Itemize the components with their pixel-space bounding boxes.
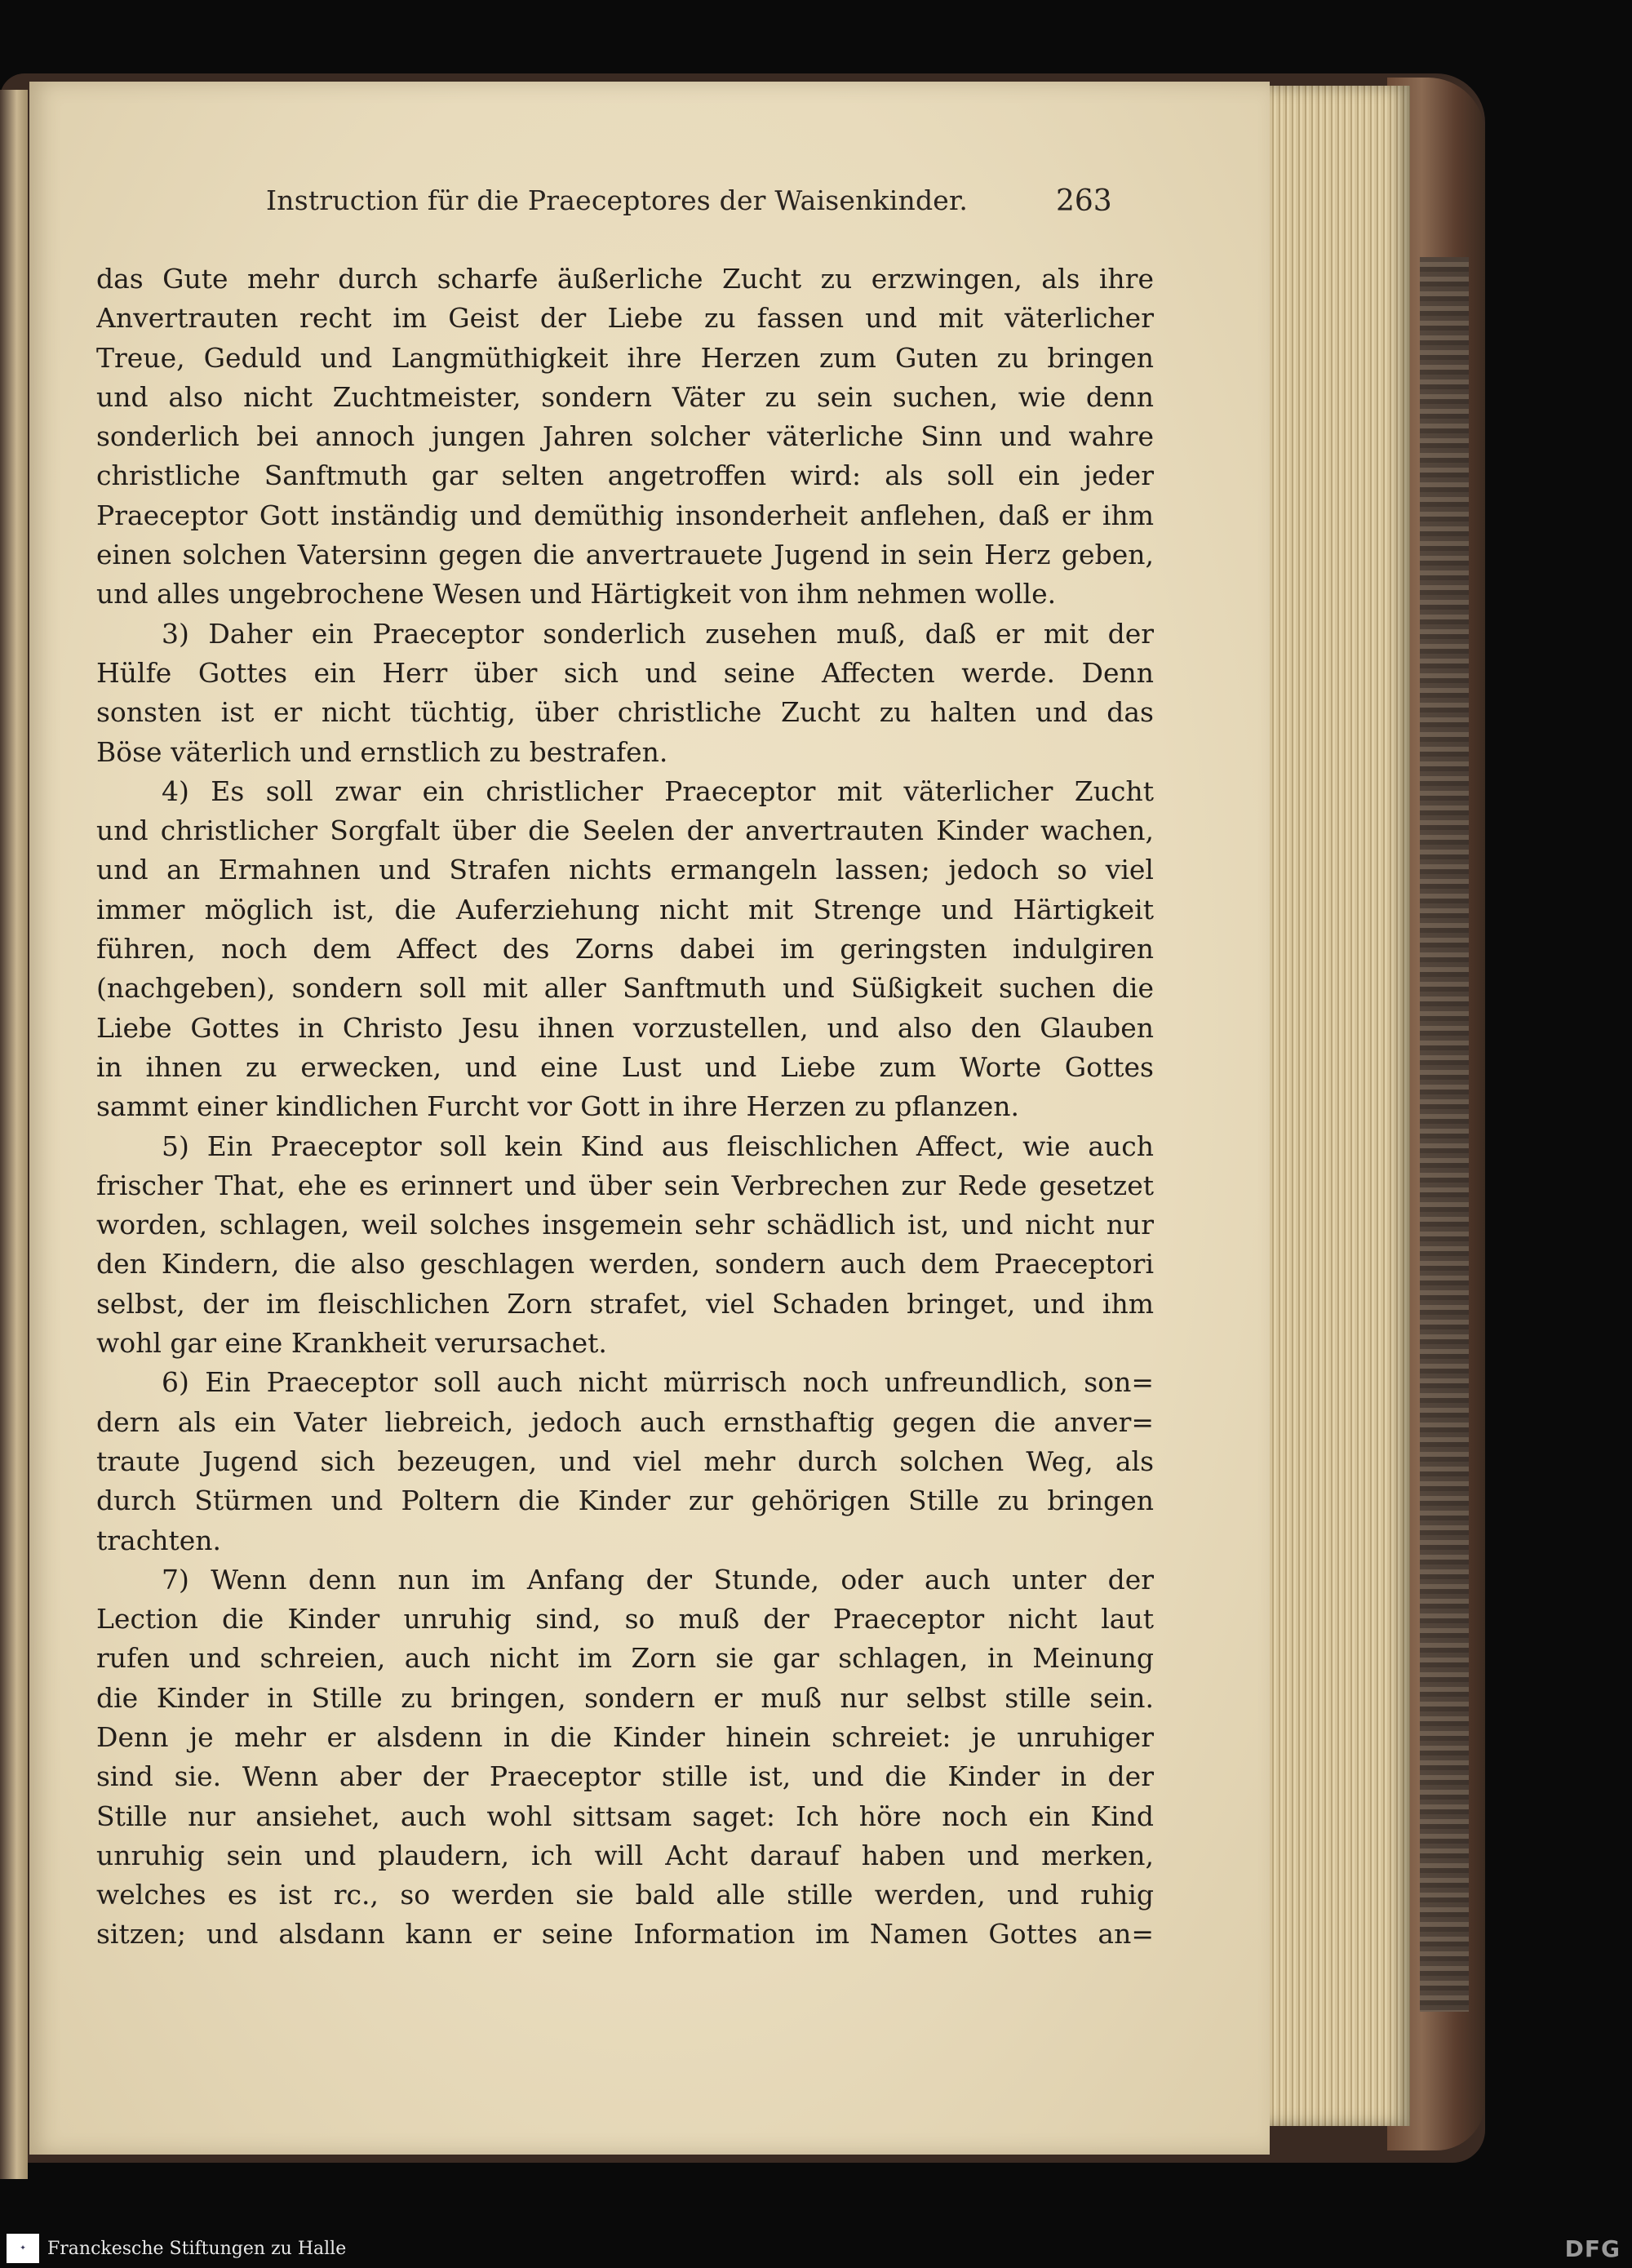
text-line: worden, schlagen, weil solches insgemein sehr schädlich ist, und nicht nur — [96, 1209, 1154, 1241]
text-line: und an Ermahnen und Strafen nichts ermangeln lassen; jedoch so viel — [96, 854, 1154, 886]
gutter-edge — [0, 90, 28, 2179]
text-line: 5) Ein Praeceptor soll kein Kind aus fleischlichen Affect, wie auch — [162, 1130, 1154, 1162]
text-line: Denn je mehr er alsdenn in die Kinder hinein schreiet: je unruhiger — [96, 1720, 1154, 1753]
text-line: immer möglich ist, die Auferziehung nicht mit Strenge und Härtigkeit — [96, 893, 1154, 925]
text-line: Hülfe Gottes ein Herr über sich und seine Affecten werde. Denn — [96, 656, 1154, 689]
text-line: sind sie. Wenn aber der Praeceptor stille ist, und die Kinder in der — [96, 1760, 1154, 1793]
text-line: Treue, Geduld und Langmüthigkeit ihre Herzen zum Guten zu bringen — [96, 341, 1154, 374]
text-line: welches es ist rc., so werden sie bald alle stille werden, und ruhig — [96, 1879, 1154, 1911]
page-body-text — [96, 260, 1154, 1955]
book-page — [29, 82, 1270, 2155]
text-line: frischer That, ehe es erinnert und über sein Verbrechen zur Rede gesetzet — [96, 1169, 1154, 1201]
text-line: und christlicher Sorgfalt über die Seelen der anvertrauten Kinder wachen, — [96, 814, 1154, 847]
viewer-footer — [0, 2229, 1632, 2268]
text-line: Anvertrauten recht im Geist der Liebe zu fassen und mit väterlicher — [96, 302, 1154, 335]
text-line: die Kinder in Stille zu bringen, sondern er muß nur selbst stille sein. — [96, 1681, 1154, 1714]
text-line: traute Jugend sich bezeugen, und viel mehr durch solchen Weg, als — [96, 1445, 1154, 1477]
text-line: einen solchen Vatersinn gegen die anvertrauete Jugend in sein Herz geben, — [96, 539, 1154, 571]
text-line: das Gute mehr durch scharfe äußerliche Zucht zu erzwingen, als ihre — [96, 263, 1154, 295]
text-line: dern als ein Vater liebreich, jedoch auch ernsthaftig gegen die anver= — [96, 1405, 1154, 1438]
page-header — [29, 184, 1270, 242]
text-line: trachten. — [96, 1524, 221, 1556]
text-line: christliche Sanftmuth gar selten angetroffen wird: als soll ein jeder — [96, 459, 1154, 492]
text-line: sonderlich bei annoch jungen Jahren solcher väterliche Sinn und wahre — [96, 420, 1154, 453]
text-line: selbst, der im fleischlichen Zorn strafet, viel Schaden bringet, und ihm — [96, 1287, 1154, 1320]
running-title: Instruction für die Praeceptores der Waisenkinder. — [266, 184, 969, 216]
text-line: und alles ungebrochene Wesen und Härtigkeit von ihm nehmen wolle. — [96, 578, 1057, 610]
text-line: rufen und schreien, auch nicht im Zorn sie gar schlagen, in Meinung — [96, 1642, 1154, 1675]
text-line: den Kindern, die also geschlagen werden, sondern auch dem Praeceptori — [96, 1248, 1154, 1280]
text-line: in ihnen zu erwecken, und eine Lust und Liebe zum Worte Gottes — [96, 1050, 1154, 1083]
text-line: 7) Wenn denn nun im Anfang der Stunde, oder auch unter der — [162, 1563, 1154, 1596]
page-edges — [1263, 86, 1410, 2126]
spine-texture — [1420, 257, 1469, 2012]
text-line: durch Stürmen und Poltern die Kinder zur gehörigen Stille zu bringen — [96, 1485, 1154, 1517]
text-line: wohl gar eine Krankheit verursachet. — [96, 1327, 607, 1360]
text-line: (nachgeben), sondern soll mit aller Sanftmuth und Süßigkeit suchen die — [96, 972, 1154, 1005]
text-line: 3) Daher ein Praeceptor sonderlich zusehen muß, daß er mit der — [162, 617, 1154, 650]
text-line: 4) Es soll zwar ein christlicher Praeceptor mit väterlicher Zucht — [162, 774, 1154, 807]
dfg-logo[interactable]: DFG — [1564, 2235, 1621, 2262]
text-line: 6) Ein Praeceptor soll auch nicht mürrisch noch unfreundlich, son= — [162, 1366, 1154, 1399]
page-number: 263 — [1056, 184, 1112, 218]
text-line: unruhig sein und plaudern, ich will Acht darauf haben und merken, — [96, 1839, 1154, 1871]
text-line: Lection die Kinder unruhig sind, so muß der Praeceptor nicht laut — [96, 1603, 1154, 1636]
footer-institution[interactable]: Franckesche Stiftungen zu Halle — [47, 2239, 347, 2259]
text-line: sammt einer kindlichen Furcht vor Gott in ihre Herzen zu pflanzen. — [96, 1090, 1020, 1123]
text-line: Praeceptor Gott inständig und demüthig insonderheit anflehen, daß er ihm — [96, 499, 1154, 531]
text-line: und also nicht Zuchtmeister, sondern Väter zu sein suchen, wie denn — [96, 380, 1154, 413]
text-line: sonsten ist er nicht tüchtig, über christliche Zucht zu halten und das — [96, 696, 1154, 729]
text-line: führen, noch dem Affect des Zorns dabei im geringsten indulgiren — [96, 933, 1154, 965]
text-line: Böse väterlich und ernstlich zu bestrafen. — [96, 735, 668, 768]
text-line: Liebe Gottes in Christo Jesu ihnen vorzustellen, und also den Glauben — [96, 1011, 1154, 1044]
text-line: Stille nur ansiehet, auch wohl sittsam saget: Ich höre noch ein Kind — [96, 1800, 1154, 1832]
institution-logo-icon[interactable]: ✦ — [7, 2234, 39, 2263]
text-line: sitzen; und alsdann kann er seine Information im Namen Gottes an= — [96, 1918, 1154, 1951]
